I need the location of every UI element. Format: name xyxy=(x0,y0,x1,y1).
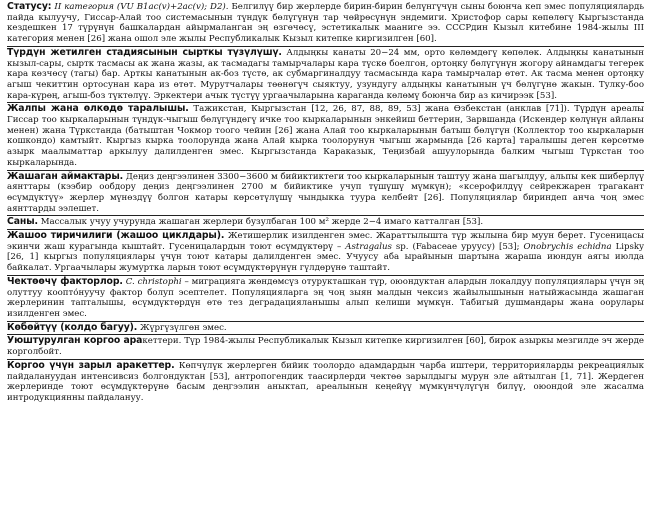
section-heading: Көбөйтүү (колдо багуу). xyxy=(7,321,138,333)
section-heading: Жалпы жана өлкөдө таралышы. xyxy=(7,103,189,115)
section-1 xyxy=(7,47,644,104)
italic-text: Astragalus xyxy=(345,241,392,252)
body-text: Жүргүзүлгөн эмес. xyxy=(137,322,227,333)
body-text: Алдыңкы канаты 20−24 мм, орто көлөмдөгү көпөлөк. Алдыңкы канатынын кызыл-сары, сыртк тасмасы ак жана жазы, ак тасмадагы тамырчалары кара түскө боелгон, ортоңку бөлүгүнүн жогору айнамдагы тегерек кара көзчөсү (тагы) бар. Арткы канатынын ак-боз түстө, ак субмаргиналдуу тасмасында кара тамырчалар өтөт. Ак тасма менен ортоңку агыш чекиттин ортосунан кара из өтөт. Мурутчалары төөнөгүч сыяктуу, узундугу алдыңкы канатынын үч бөлүгүнө жакын. Тулку-боо кара-күрөң, агыш-боз түктөлүү. Эркектери ачык түстүү ургаачыларына караганда көлөмү боюнча бир аз кичирээк [53]. xyxy=(7,47,645,101)
body-text: Деңиз деңгээлинен 3300−3600 м бийиктиктеги тоо кыркаларынын таштуу жана шагылдуу, альпы кек шиберлүү аянттары (кээбир ообдору деңиз деңгээлинен 2700 м бийиктике учуп түшүшү мүмкүн); «ксерофилдүү сейрекжарен трагакант өсүмдүктүү» жерлер мүнөздүү болгон катары көрсөтүлүшү чындыкка туура келбейт [26]. Популяциялар бириндеп анча чоң эмес аянттарды ээлешет. xyxy=(7,171,644,214)
section-9 xyxy=(7,360,644,405)
body-text: Жетишерлик изилденген эмес. Жараттылышта түр жылына бир муун берет. Гусеницасы экинчи жаш курагында кыштайт. Гусеницалардын тоют өсүмдүктөрү – xyxy=(7,231,644,252)
body-text: Тажикстан, Кыргызстан [12, 26, 87, 88, 89, 53] жана Өзбекстан (анклав [71]). Түрдүн ареалы Гиссар тоо кыркаларынын түндүк-чыгыш бөлүгүндөгү ичке тоо кыркаларынын энкейиш беттерин, Зарвшанда (Искендер көлүнүн айланы менен) жана Түркстанда (батыштан Чокмор тоого чейин [26] жана Алай тоо кыркаларынын батыш бөлүгүн (Коллектор тоо кыркаларын кошкондо) камтыйт. Кыргыз кырка тоолорунда жана Алай кырка тоолорунун чыгыш жармында [26 карта] таралышы деген көрсөтмө азырк маалыматтар аркылуу далилденген эмес. Кыргызстанда Караказык, Теңизбай ашуулорында балким чыгыш Түркстан тоо кыркаларында. xyxy=(7,104,644,168)
section-4 xyxy=(7,216,644,230)
section-3 xyxy=(7,171,644,217)
section-heading: Уюштурулган коргоо ара xyxy=(7,335,143,347)
body-text: кеттери. Түр 1984-жылы Республикалык Кызыл китепке киргизилген [60], бирок азыркы мезгилде эч жерде корголбойт. xyxy=(7,336,644,358)
section-heading: Түрдүн жетилген стадиясынын сырткы түзүлүшү. xyxy=(7,46,282,58)
body-text: Белгилүү бир жерлерде бирин-бирин белүнгүчүн сыны боюнча кеп эмес популяциялардь пайда кылуучу, Гиссар-Алай тоо системасынын түндүк бөлүгүнүн тар чөйрөсүнүн эндемиги. Христофор сары көпөлөгү Кыргызстанда кездешкен 17 түрүнүн башкалардан айырмаланган эң өзгөчөсү, эстетикалык мааниге ээ. СССРдин Кызыл китебине 1984-жылы III категория менен [26] жана ошол эле жылы Республикалык Кызыл китепке киргизилген [60]. xyxy=(7,2,644,45)
body-text: – миграцияга жөндөмсүз отурукташкан түр, оюондуктан алардын локалдуу популяциялары үчүн эң олуттуу коопто́нуучу фактор болуп эсептелет. Популяцияларга эң чоң зыян малдын чексиз жайылышынын натыйжасында жашаган жерлеринин тапталышы, өсүмдүктөрдүн өтө тез деградацияланышы алып келиши мүмкүн. Табигый душмандары жана оорулары изилденген эмес. xyxy=(7,276,644,319)
section-heading: Коргоо үчүн зарыл аракеттер. xyxy=(7,359,175,371)
italic-text: Onobrychis echidna xyxy=(523,241,612,252)
body-text: Lipsky [26, 1] кыргыз популяциялары үчүн тоют катары далилденген эмес. Учуусу аба ырайынын шартына жараша июндун аягы июлда байкалат. Ургаачылары жумуртка ларын тоют өсүмдүктөрүнүн гүлдөрүнө таштайт. xyxy=(7,241,644,274)
body-text: Массалык учуу учурунда жашаган жерлери бузулбаган 100 м² жерде 2−4 имаго катталган [53]. xyxy=(37,217,484,228)
section-2 xyxy=(7,103,644,170)
section-8 xyxy=(7,335,644,359)
section-heading: Саны. xyxy=(7,216,38,228)
section-5 xyxy=(7,230,644,276)
section-6 xyxy=(7,276,644,322)
body-text: Көпчүлүк жерлерген бийик тоолордо адамдардын чарба иштери, территорияларды рекреациялык пайдалануудан интенсивсиз болгондуктан [53], антропогендик таасирлерди чектөө зарылдыгы мурун эле айтылган [1, 71]. Жердеген жерлеринде тоют өсүмдүктөрүнө басым деңгээлин аныктап, ареалынын кеңейүү мүмкүнчүлүгүн билүү, оюондой эле жасалма интродукциянны пайдалануу. xyxy=(7,360,644,403)
body-text: sp. (Fabaceae уруусу) [53]; xyxy=(391,241,524,252)
section-heading: Статусу: xyxy=(7,1,52,12)
italic-text: C. christophi xyxy=(125,276,182,287)
section-heading: Чектөөчү факторлор. xyxy=(7,275,123,287)
section-7 xyxy=(7,322,644,336)
italic-text: II категория (VU B1ac(v)+2ac(v); D2). xyxy=(51,2,229,12)
section-0 xyxy=(7,1,644,47)
section-heading: Жашоо тиричилиги (жашоо циклдары). xyxy=(7,230,225,242)
section-heading: Жашаган аймактары. xyxy=(7,170,124,182)
